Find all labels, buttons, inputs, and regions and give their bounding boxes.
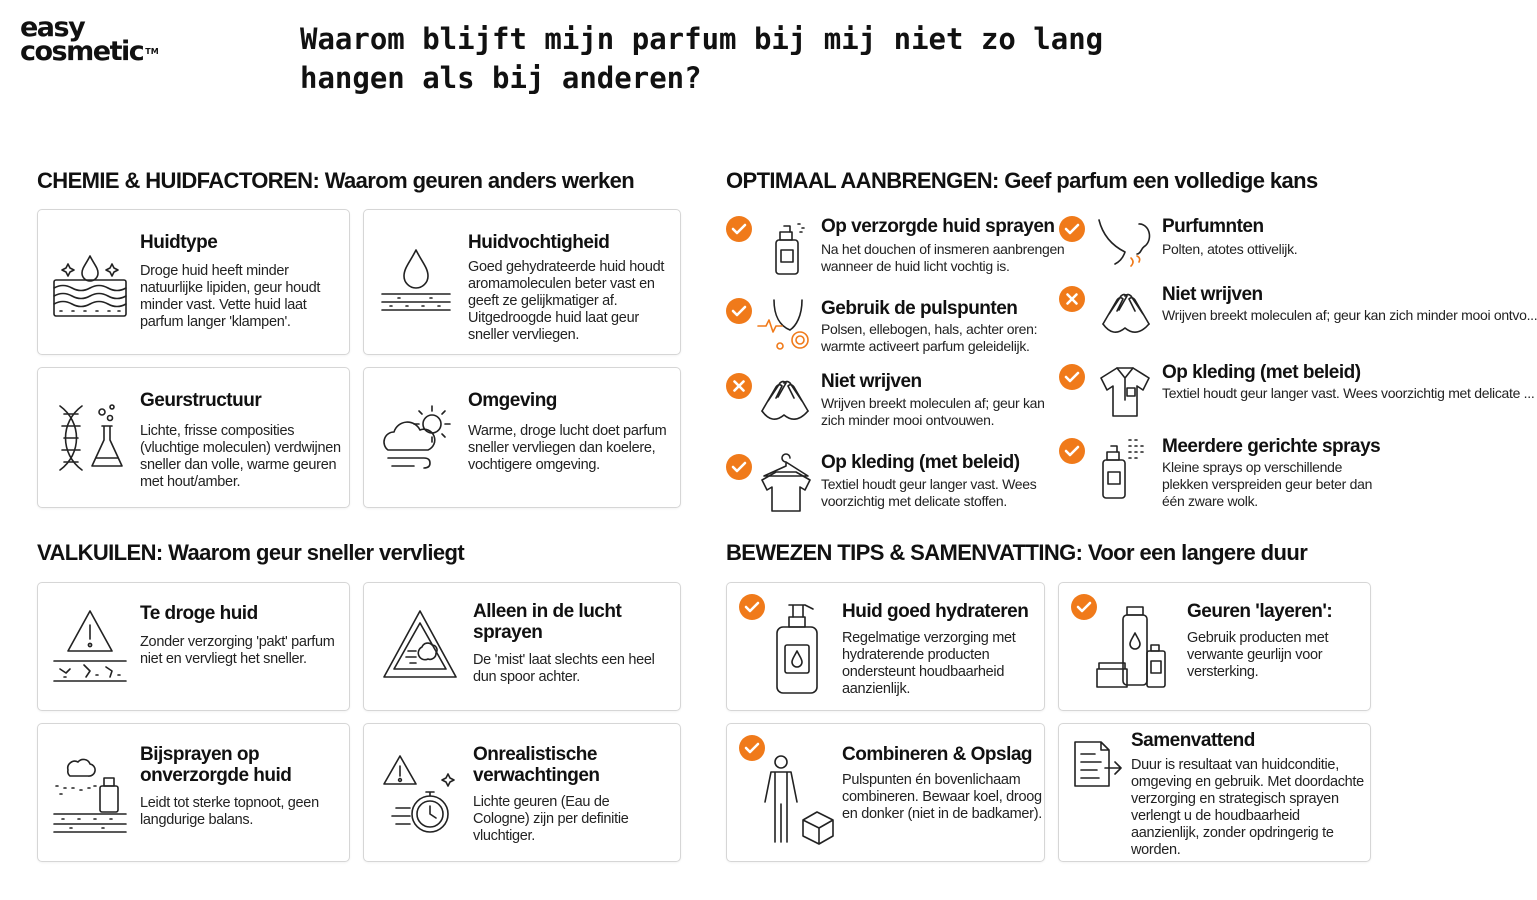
card-title: Huidvochtigheid <box>468 232 610 253</box>
check-icon <box>726 454 752 480</box>
tip-niet-wrijven-1 <box>1059 282 1537 352</box>
card-text: Pulspunten én bovenlichaam combineren. Bewaar koel, droog en donker (niet in de badkamer). <box>842 772 1042 822</box>
card-huidvochtigheid <box>363 209 681 355</box>
tip-text: Polten, atotes ottivelijk. <box>1162 241 1298 257</box>
tip-text: Kleine sprays op verschillende plekken verspreiden geur beter dan één zware wolk. <box>1162 459 1373 509</box>
card-huid-hydrateren <box>726 582 1045 711</box>
brand-logo <box>20 12 159 67</box>
dna-flask-icon <box>52 402 132 474</box>
document-arrow-icon <box>1071 738 1127 794</box>
tip-niet-wrijven-2 <box>726 369 1066 439</box>
card-title: Geuren 'layeren': <box>1187 601 1333 622</box>
tip-verzorgde-huid <box>726 212 1066 282</box>
tip-op-kleding-2 <box>726 450 1066 516</box>
card-text: Droge huid heeft minder natuurlijke lipiden, geur houdt minder vast. Vette huid laat parfum langer 'klampen'. <box>140 263 321 330</box>
section-title-pitfalls: VALKUILEN: Waarom geur sneller vervliegt <box>37 540 465 565</box>
card-text: De 'mist' laat slechts een heel dun spoor achter. <box>473 652 655 685</box>
card-text: Warme, droge lucht doet parfum sneller vervliegen dan koelere, vochtigere omgeving. <box>468 423 667 473</box>
logo-line-2: cosmetic ™ <box>20 36 159 67</box>
card-title: Samenvattend <box>1131 730 1255 751</box>
card-bijsprayen <box>37 723 350 862</box>
spray-mist-icon <box>1099 436 1157 502</box>
body-box-icon <box>757 754 839 846</box>
tip-title: Purfumnten <box>1162 216 1264 237</box>
tip-title: Niet wrijven <box>1162 284 1263 305</box>
tip-title: Op kleding (met beleid) <box>821 452 1020 473</box>
card-te-droge-huid <box>37 582 350 711</box>
card-text: Duur is resultaat van huidconditie, omgeving en gebruik. Met doordachte verzorging en strategisch sprayen verlengt u de houdbaarheid aanzienlijk, zonder opdringerig te worden. <box>1131 757 1364 858</box>
warning-dry-skin-icon <box>50 605 130 689</box>
card-huidtype <box>37 209 350 355</box>
section-title-chemistry: CHEMIE & HUIDFACTOREN: Waarom geuren anders werken <box>37 168 635 193</box>
tip-text: Textiel houdt geur langer vast. Wees voorzichtig met delicate stoffen. <box>821 476 1037 509</box>
lotion-bottle-icon <box>771 601 827 697</box>
card-text: Goed gehydrateerde huid houdt aromamoleculen beter vast en geeft ze gelijkmatiger af. Uitgedroogde huid laat geur sneller vervliegen. <box>468 259 665 343</box>
section-title-application: OPTIMAAL AANBRENGEN: Geef parfum een volledige kans <box>726 168 1318 193</box>
page-title: Waarom blijft mijn parfum bij mij niet zo lang hangen als bij anderen? <box>300 22 1104 95</box>
card-geuren-layeren <box>1058 582 1371 711</box>
spray-skin-icon <box>50 752 130 836</box>
logo-line-1: easy <box>20 12 85 43</box>
tip-title: Op verzorgde huid sprayen <box>821 216 1055 237</box>
card-text: Gebruik producten met verwante geurlijn voor versterking. <box>1187 630 1329 680</box>
pulse-points-icon <box>756 296 814 352</box>
tip-text: Textiel houdt geur langer vast. Wees voorzichtig met delicate ... <box>1162 385 1535 401</box>
card-geurstructuur <box>37 367 350 508</box>
tip-text: Na het douchen of insmeren aanbrengen wanneer de huid licht vochtig is. <box>821 241 1065 274</box>
tip-meerdere-sprays <box>1059 434 1399 514</box>
spray-bottle-icon <box>770 218 810 276</box>
cross-icon <box>1059 286 1085 312</box>
card-text: Lichte, frisse composities (vluchtige moleculen) verdwijnen sneller dan volle, warme geuren met hout/amber. <box>140 423 341 490</box>
stopwatch-icon <box>380 750 460 836</box>
tip-title: Gebruik de pulspunten <box>821 298 1018 319</box>
tip-title: Op kleding (met beleid) <box>1162 362 1361 383</box>
weather-icon <box>378 402 458 474</box>
check-icon <box>739 594 765 620</box>
tip-pulspunten <box>726 294 1066 364</box>
tip-text: Wrijven breekt moleculen af; geur kan zich minder mooi ontvo... <box>1162 307 1537 323</box>
rubbing-hands-icon <box>756 371 814 431</box>
card-text: Lichte geuren (Eau de Cologne) zijn per definitie vluchtiger. <box>473 794 629 844</box>
card-title: Huid goed hydrateren <box>842 601 1029 622</box>
shirt-icon <box>1097 362 1153 420</box>
shirt-hanger-icon <box>758 452 814 514</box>
card-samenvattend <box>1058 723 1371 862</box>
check-icon <box>1059 438 1085 464</box>
card-alleen-in-de-lucht <box>363 582 681 711</box>
card-text: Regelmatige verzorging met hydraterende producten ondersteunt houdbaarheid aanzienlijk. <box>842 630 1016 697</box>
card-title: Huidtype <box>140 232 218 253</box>
tip-op-kleding-1 <box>1059 360 1535 426</box>
tip-title: Meerdere gerichte sprays <box>1162 436 1381 457</box>
check-icon <box>1059 364 1085 390</box>
card-title: Alleen in de lucht sprayen <box>473 601 622 643</box>
water-drop-icon <box>378 246 454 318</box>
check-icon <box>726 216 752 242</box>
section-title-tips: BEWEZEN TIPS & SAMENVATTING: Voor een langere duur <box>726 540 1308 565</box>
check-icon <box>726 298 752 324</box>
tip-purfumnten <box>1059 212 1399 272</box>
card-text: Zonder verzorging 'pakt' parfum niet en vervliegt het sneller. <box>140 634 335 667</box>
tip-text: Polsen, ellebogen, hals, achter oren: warmte activeert parfum geleidelijk. <box>821 321 1038 354</box>
tip-text: Wrijven breekt moleculen af; geur kan zich minder mooi ontvouwen. <box>821 395 1045 428</box>
card-title: Bijsprayen op onverzorgde huid <box>140 744 292 786</box>
tip-title: Niet wrijven <box>821 371 922 392</box>
card-text: Leidt tot sterke topnoot, geen langdurige balans. <box>140 795 319 828</box>
card-title: Combineren & Opslag <box>842 744 1033 765</box>
card-title: Onrealistische verwachtingen <box>473 744 600 786</box>
card-title: Geurstructuur <box>140 390 262 411</box>
card-title: Te droge huid <box>140 603 258 624</box>
card-title: Omgeving <box>468 390 557 411</box>
card-onrealistische-verwachtingen <box>363 723 681 862</box>
skin-layers-icon <box>50 250 130 320</box>
product-set-icon <box>1093 603 1179 693</box>
check-icon <box>1059 216 1085 242</box>
cross-icon <box>726 373 752 399</box>
neck-ear-icon <box>1095 216 1159 268</box>
card-combineren-opslag <box>726 723 1045 862</box>
card-omgeving <box>363 367 681 508</box>
warning-mist-icon <box>380 607 460 687</box>
rubbing-hands-icon <box>1097 284 1155 342</box>
